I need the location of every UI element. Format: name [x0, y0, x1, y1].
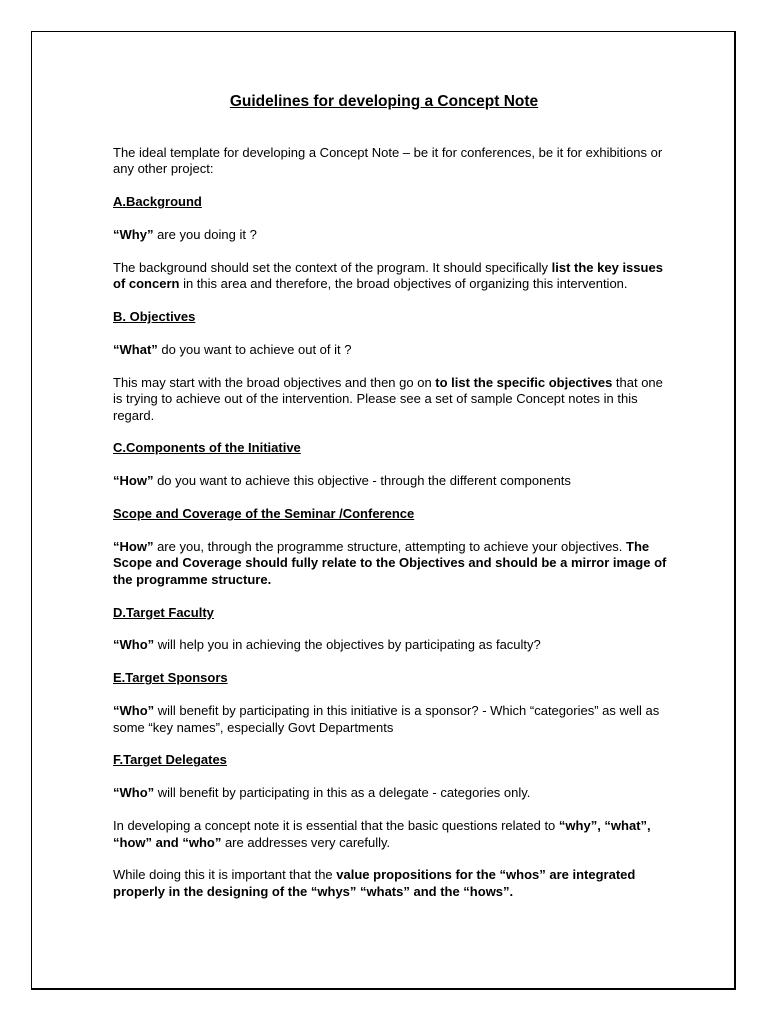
what-question: “What” do you want to achieve out of it ? — [113, 342, 352, 358]
section-heading-sponsors: E.Target Sponsors — [113, 670, 228, 686]
what-keyword: “What” — [113, 342, 158, 358]
document-body — [113, 145, 668, 917]
section-heading-faculty: D.Target Faculty — [113, 604, 214, 620]
section-heading-delegates: F.Target Delegates — [113, 752, 227, 768]
intro-paragraph: The ideal template for developing a Concept Note – be it for conferences, be it for exhibitions or any other project: — [113, 145, 663, 177]
why-question: “Why” are you doing it ? — [113, 227, 257, 243]
scope-paragraph: “How” are you, through the programme structure, attempting to achieve your objectives. The Scope and Coverage should fully relate to the Objectives and should be a mirror image of the programme structure. — [113, 539, 667, 587]
closing-paragraph-questions: In developing a concept note it is essential that the basic questions related to “why”, “what”, “how” and “who” are addresses very carefully. — [113, 818, 651, 850]
how-keyword: “How” — [113, 539, 154, 555]
section-heading-background: A.Background — [113, 194, 202, 210]
section-heading-components: C.Components of the Initiative — [113, 440, 301, 456]
section-heading-scope: Scope and Coverage of the Seminar /Conference — [113, 506, 415, 522]
document-title: Guidelines for developing a Concept Note — [229, 93, 539, 110]
closing-paragraph-value-propositions: While doing this it is important that the value propositions for the “whos” are integrated properly in the designing of the “whys” “whats” and the “hows”. — [113, 867, 636, 899]
how-question-components: “How” do you want to achieve this objective - through the different components — [113, 473, 571, 489]
who-keyword: “Who” — [113, 637, 155, 653]
who-keyword: “Who” — [113, 785, 155, 801]
who-question-faculty: “Who” will help you in achieving the objectives by participating as faculty? — [113, 637, 541, 653]
who-question-delegates: “Who” will benefit by participating in this as a delegate - categories only. — [113, 785, 531, 801]
who-keyword: “Who” — [113, 703, 155, 719]
section-heading-objectives: B. Objectives — [113, 309, 196, 325]
objectives-paragraph: This may start with the broad objectives and then go on to list the specific objectives that one is trying to achieve out of the intervention. Please see a set of sample Concept notes in this regard. — [113, 374, 663, 423]
who-question-sponsors: “Who” will benefit by participating in this initiative is a sponsor? - Which “categories” as well as some “key names”, especially Govt Departments — [113, 703, 660, 735]
background-paragraph: The background should set the context of the program. It should specifically list the key issues of concern in this area and therefore, the broad objectives of organizing this intervention. — [113, 259, 663, 292]
how-keyword: “How” — [113, 473, 154, 489]
why-keyword: “Why” — [113, 227, 154, 243]
